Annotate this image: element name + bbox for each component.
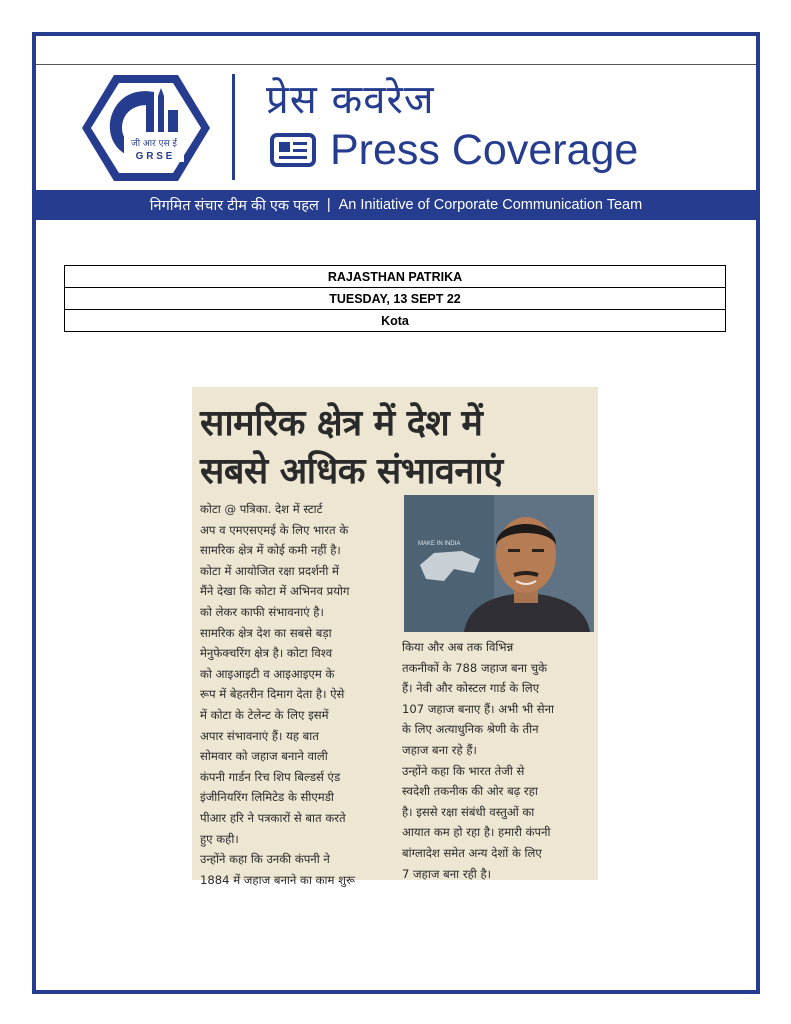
- publication-name: RAJASTHAN PATRIKA: [65, 266, 726, 288]
- article-line: 1884 में जहाज बनाने का काम शुरू: [200, 872, 356, 887]
- top-rule: [36, 64, 756, 65]
- publication-date: TUESDAY, 13 SEPT 22: [65, 288, 726, 310]
- logo-text-en: G R S E: [135, 151, 173, 162]
- title-en: Press Coverage: [330, 125, 639, 174]
- article-line: कोटा में आयोजित रक्षा प्रदर्शनी में: [200, 563, 339, 578]
- article-line: सामरिक क्षेत्र में कोई कमी नहीं है।: [200, 543, 341, 558]
- article-line: कोटा @ पत्रिका. देश में स्टार्ट: [200, 502, 323, 516]
- article-line: है। इससे रक्षा संबंधी वस्तुओं का: [402, 804, 535, 819]
- article-line: को लेकर काफी संभावनाएं है।: [200, 604, 324, 619]
- article-line: को आइआइटी व आइआइएम के: [200, 666, 335, 681]
- table-row: [65, 266, 726, 288]
- clipping-right-column: [402, 637, 592, 884]
- article-line: अपार संभावनाएं हैं। यह बात: [200, 728, 319, 743]
- article-line: पीआर हरि ने पत्रकारों से बात करते: [200, 810, 346, 825]
- tagline-banner: [36, 190, 756, 220]
- article-line: कंपनी गार्डन रिच शिप बिल्डर्स एंड: [200, 769, 341, 784]
- table-row: [65, 288, 726, 310]
- publication-info-table: [64, 265, 726, 332]
- article-line: स्वदेशी तकनीक की ओर बढ़ रहा: [402, 784, 538, 799]
- article-line: तकनीकों के 788 जहाज बना चुके: [402, 660, 548, 675]
- article-line: जहाज बना रहे हैं।: [402, 742, 477, 757]
- article-line: उन्होंने कहा कि भारत तेजी से: [402, 763, 525, 778]
- article-line: मेनुफेक्चरिंग क्षेत्र है। कोटा विश्व: [200, 646, 333, 661]
- article-line: इंजीनियरिंग लिमिटेड के सीएमडी: [200, 790, 334, 805]
- grse-logo: [80, 72, 212, 184]
- article-line: बांग्लादेश समेत अन्य देशों के लिए: [402, 845, 542, 860]
- photo-caption: MAKE IN INDIA: [418, 541, 461, 547]
- person-photo: [404, 495, 594, 632]
- header-divider: [232, 74, 235, 180]
- article-line: किया और अब तक विभिन्न: [402, 640, 514, 654]
- table-row: [65, 310, 726, 332]
- newspaper-clipping: [192, 387, 598, 887]
- tagline-en: An Initiative of Corporate Communication Team: [338, 197, 643, 213]
- title-hindi: प्रेस कवरेज: [266, 77, 435, 123]
- newspaper-icon: [270, 133, 316, 167]
- tagline-separator: |: [326, 197, 331, 213]
- logo-text-hindi: जी आर एस ई: [131, 139, 177, 149]
- article-line: के लिए अत्याधुनिक श्रेणी के तीन: [402, 722, 539, 737]
- article-line: आयात कम हो रहा है। हमारी कंपनी: [402, 825, 551, 840]
- article-line: 107 जहाज बनाए हैं। अभी भी सेना: [402, 701, 555, 716]
- article-line: सामरिक क्षेत्र देश का सबसे बड़ा: [200, 625, 332, 640]
- article-line: 7 जहाज बना रही है।: [402, 866, 491, 881]
- article-line: मैंने देखा कि कोटा में अभिनव प्रयोग: [200, 584, 350, 599]
- article-line: उन्होंने कहा कि उनकी कंपनी ने: [200, 852, 330, 867]
- clipping-left-column: [200, 499, 398, 890]
- article-line: सोमवार को जहाज बनाने वाली: [200, 749, 328, 764]
- clipping-headline-line1: सामरिक क्षेत्र में देश में: [200, 403, 483, 444]
- tagline-hindi: निगमित संचार टीम की एक पहल: [149, 198, 319, 214]
- publication-edition: Kota: [65, 310, 726, 332]
- article-line: अप व एमएसएमई के लिए भारत के: [200, 522, 349, 537]
- title-en-group: [270, 122, 638, 178]
- article-line: हैं। नेवी और कोस्टल गार्ड के लिए: [402, 681, 540, 696]
- article-line: रूप में बेहतरीन दिमाग देता है। ऐसे: [200, 687, 345, 702]
- article-line: हुए कही।: [200, 831, 239, 846]
- clipping-headline-line2: सबसे अधिक संभावनाएं: [200, 451, 503, 492]
- article-line: में कोटा के टेलेन्ट के लिए इसमें: [200, 707, 329, 722]
